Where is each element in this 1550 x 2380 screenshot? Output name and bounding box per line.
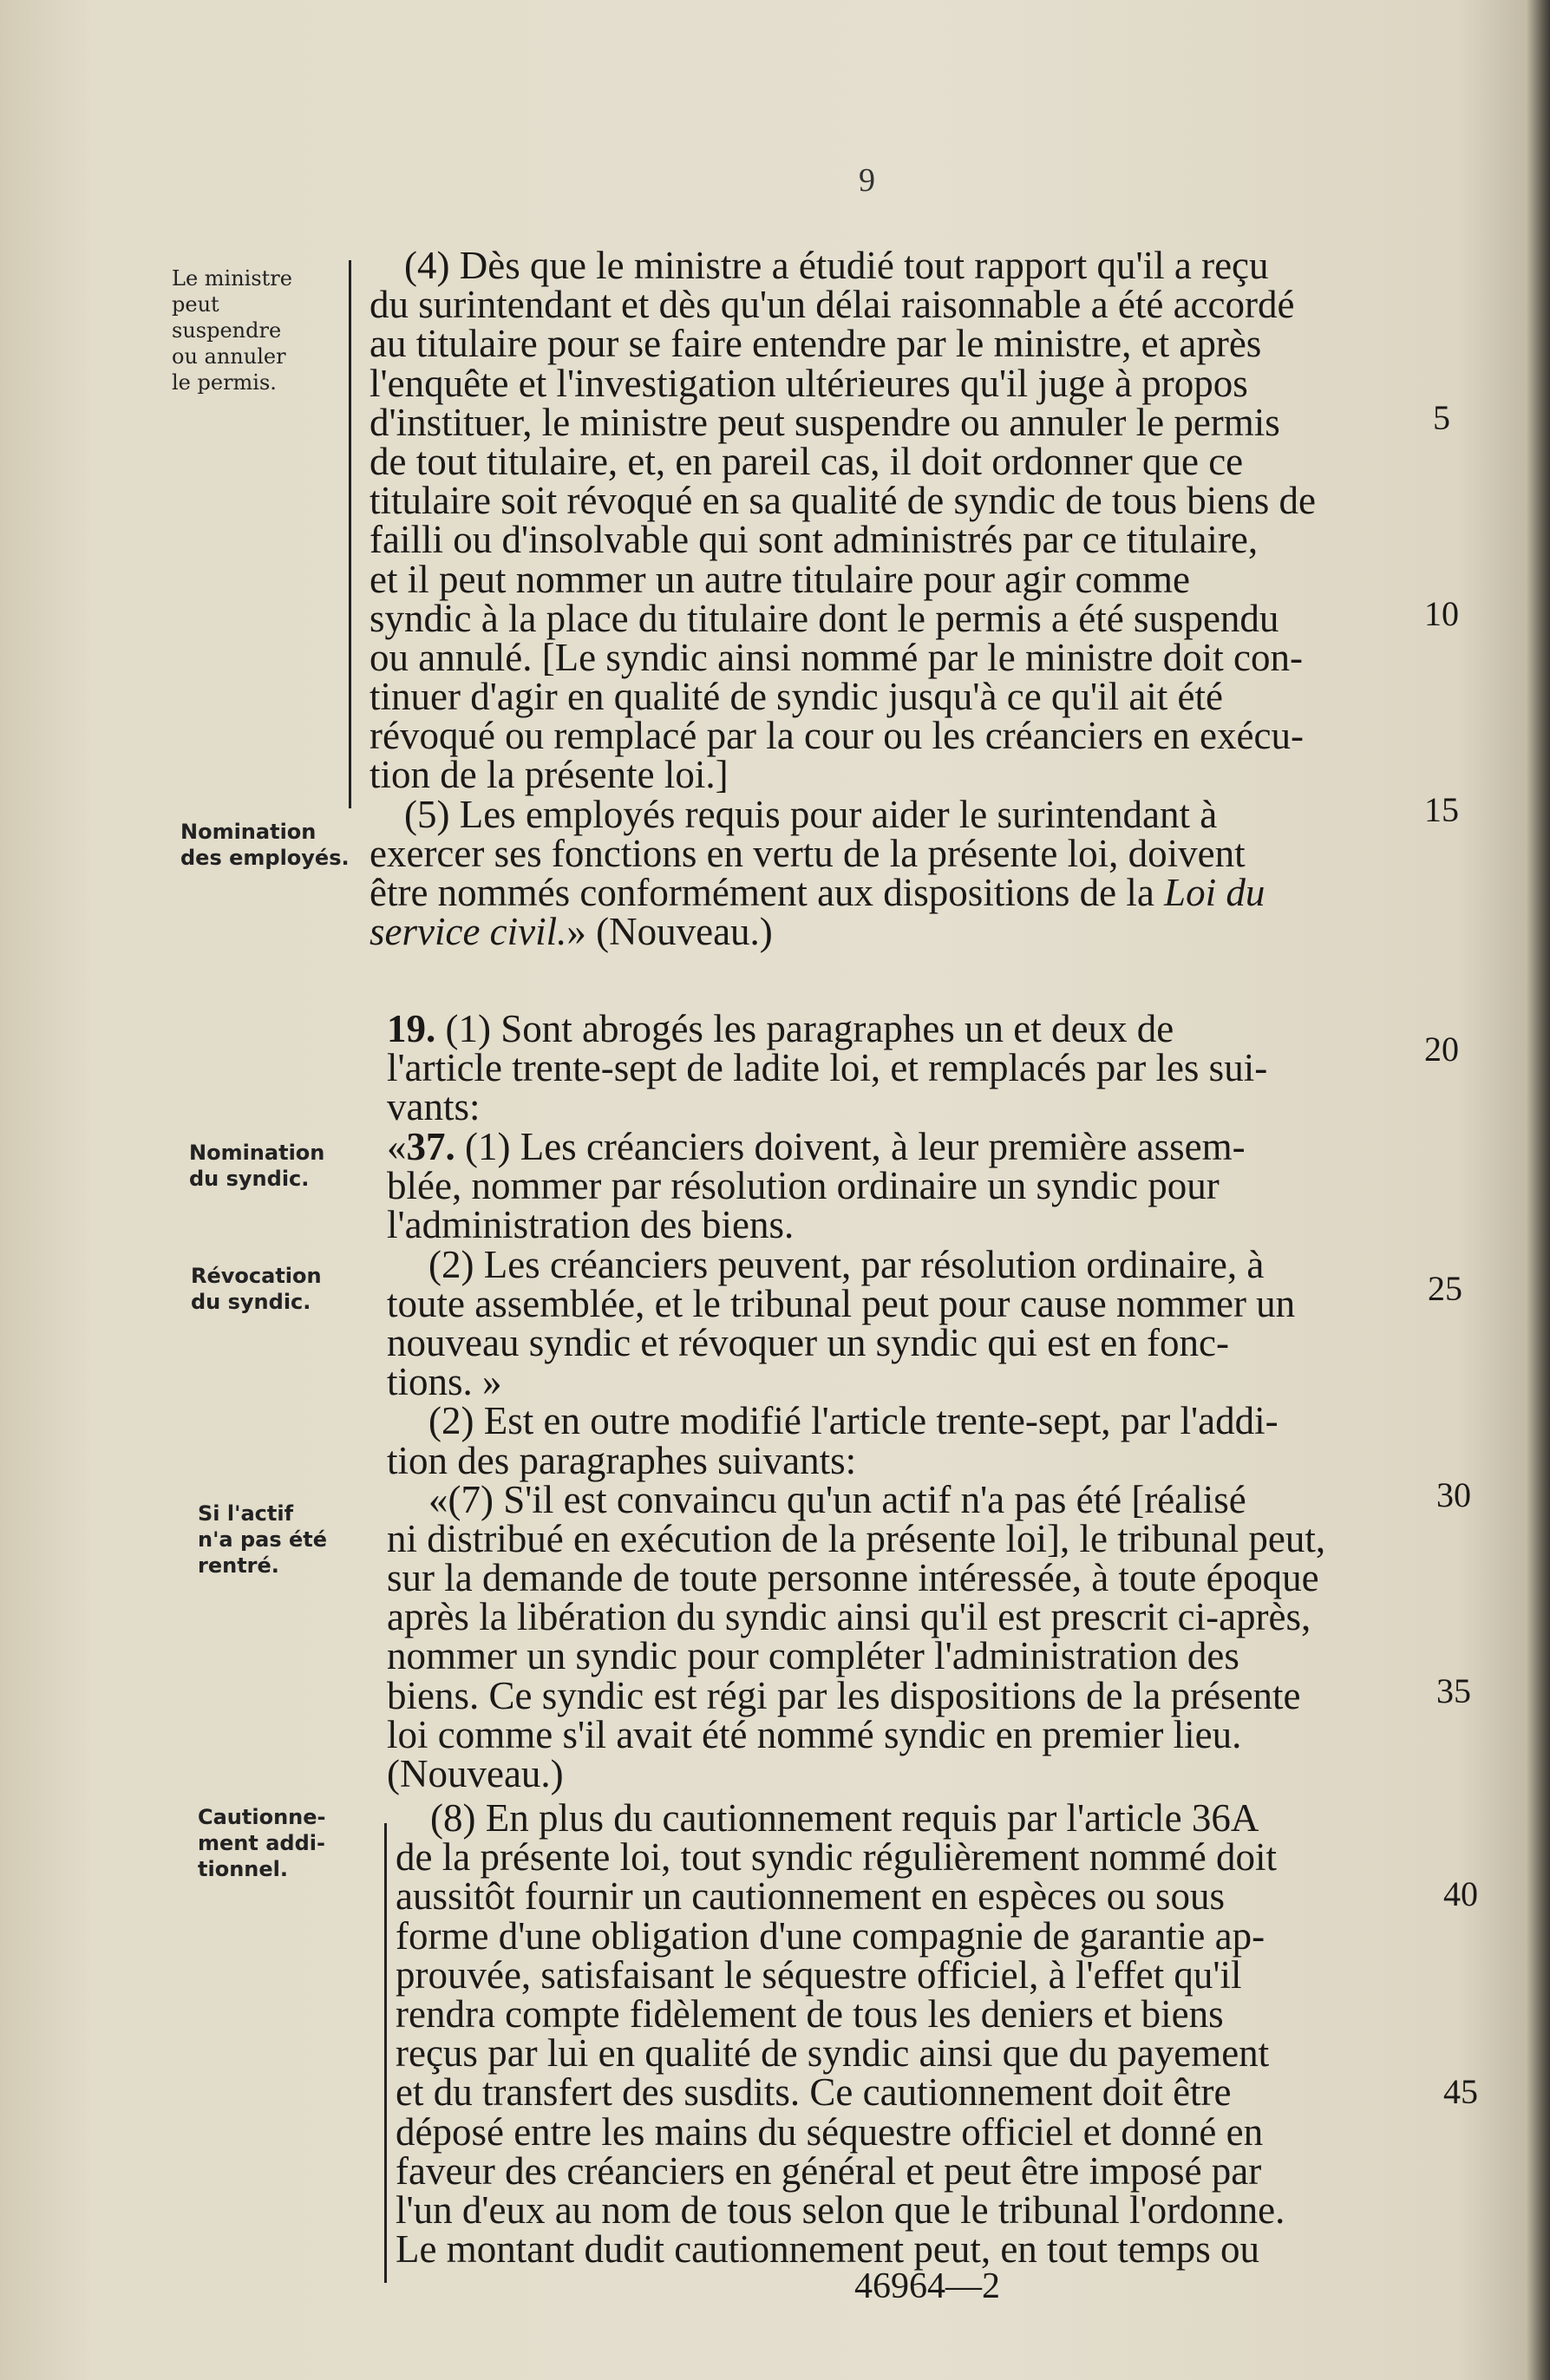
text-line: l'enquête et l'investigation ultérieures qu'il juge à propos [370,361,1248,405]
text-line: d'instituer, le ministre peut suspendre ou annuler le permis [370,400,1280,444]
line-number: 20 [1424,1030,1459,1069]
margin-note-line: ou annuler [172,344,286,369]
text-line [387,1007,1267,1050]
line-number: 15 [1424,790,1459,829]
text-run: être nommés conformément aux dispositions de la [370,871,1154,914]
quote-mark: « [387,1125,407,1168]
text-line: tion des paragraphes suivants: [387,1438,857,1482]
text-line [370,873,1316,912]
text-line: ni distribué en exécution de la présente loi], le tribunal peut, [387,1516,1326,1560]
text-line: l'administration des biens. [387,1203,795,1247]
margin-note-line: du syndic. [189,1167,310,1191]
text-run: (1) Sont abrogés les paragraphes un et deux de [435,1007,1174,1050]
page-number: 9 [859,162,875,199]
text-line: l'article trente-sept de ladite loi, et remplacés par les sui- [387,1046,1268,1090]
page-binding-edge [1526,0,1550,2380]
text-line: du surintendant et dès qu'un délai raisonnable a été accordé [370,283,1295,327]
footer-code: 46964—2 [854,2266,1000,2306]
margin-note-cautionnement [198,1804,326,1882]
text-line: prouvée, satisfaisant le séquestre officiel, à l'effet qu'il [396,1952,1242,1997]
text-line: au titulaire pour se faire entendre par le ministre, et après [370,322,1262,366]
line-number: 25 [1428,1269,1462,1308]
text-line: déposé entre les mains du séquestre officiel et donné en [396,2109,1264,2154]
margin-note-actif [198,1501,327,1579]
text-line: Le montant dudit cautionnement peut, en tout temps ou [396,2227,1260,2272]
margin-note-line: du syndic. [191,1290,311,1314]
amendment-rule-1 [349,260,351,808]
text-line: aussitôt fournir un cautionnement en espèces ou sous [396,1874,1226,1919]
text-line: après la libération du syndic ainsi qu'il est prescrit ci-après, [387,1595,1311,1639]
text-line: tion de la présente loi.] [370,753,729,797]
text-line: vants: [387,1085,481,1129]
text-block-paragraph-8 [396,1796,1285,2272]
line-number: 5 [1433,398,1450,437]
margin-note-permis [172,265,292,396]
text-line: (5) Les employés requis pour aider le surintendant à [404,792,1218,836]
text-run: » (Nouveau.) [566,910,773,954]
text-line: nouveau syndic et révoquer un syndic qui est en fonc- [387,1320,1229,1364]
margin-note-line: tionnel. [198,1857,288,1881]
text-line: (8) En plus du cautionnement requis par l'article 36A [430,1796,1259,1840]
text-line: et il peut nommer un autre titulaire pour agir comme [370,557,1190,601]
margin-note-line: ment addi- [198,1831,325,1855]
line-number: 10 [1424,594,1459,633]
margin-note-line: suspendre [172,318,282,343]
text-block-section-19 [387,1007,1268,1129]
text-line: rendra compte fidèlement de tous les deniers et biens [396,1991,1224,2036]
text-line: (2) Est en outre modifié l'article trente-sept, par l'addi- [428,1399,1279,1443]
margin-note-line: Révocation [191,1264,322,1288]
text-line: ou annulé. [Le syndic ainsi nommé par le ministre doit con- [370,635,1303,679]
text-block-paragraphs-4-5 [370,244,1316,954]
margin-note-nomination-syndic [189,1140,324,1192]
text-block-section-37 [387,1125,1326,1795]
margin-note-line: Le ministre [172,266,292,291]
text-line: loi comme s'il avait été nommé syndic en premier lieu. [387,1712,1242,1756]
text-line: biens. Ce syndic est régi par les dispositions de la présente [387,1673,1301,1717]
amendment-rule-2 [384,1823,387,2283]
text-line: de la présente loi, tout syndic régulièrement nommé doit [396,1835,1277,1880]
text-line: failli ou d'insolvable qui sont administrés par ce titulaire, [370,518,1259,562]
text-line: (4) Dès que le ministre a étudié tout rapport qu'il a reçu [404,244,1269,287]
margin-note-line: n'a pas été [198,1527,328,1552]
text-line: exercer ses fonctions en vertu de la présente loi, doivent [370,831,1246,875]
text-line: titulaire soit révoqué en sa qualité de syndic de tous biens de [370,479,1316,523]
text-line [387,1125,1325,1168]
text-line: révoqué ou remplacé par la cour ou les créanciers en exécu- [370,714,1304,758]
text-line: et du transfert des susdits. Ce cautionnement doit être [396,2070,1232,2115]
margin-note-line: des employés. [180,846,350,870]
line-number: 30 [1436,1475,1471,1514]
text-line: forme d'une obligation d'une compagnie de garantie ap- [396,1913,1266,1958]
margin-note-line: Si l'actif [198,1501,294,1526]
margin-note-line: rentré. [198,1553,279,1578]
text-line: toute assemblée, et le tribunal peut pour cause nommer un [387,1281,1296,1325]
margin-note-line: Nomination [189,1141,325,1165]
margin-note-line: peut [172,292,219,317]
text-run: (1) Les créanciers doivent, à leur première assem- [455,1125,1246,1168]
margin-note-line: le permis. [172,370,277,395]
section-number: 37. [406,1125,455,1168]
text-line: tions. » [387,1360,502,1404]
text-line: tinuer d'agir en qualité de syndic jusqu'à ce qu'il ait été [370,675,1224,719]
text-line: (2) Les créanciers peuvent, par résolution ordinaire, à [428,1242,1265,1286]
margin-note-employes [180,819,350,871]
margin-note-line: Cautionne- [198,1805,326,1829]
line-number: 40 [1443,1874,1478,1913]
text-line: syndic à la place du titulaire dont le permis a été suspendu [370,596,1279,640]
text-line: blée, nommer par résolution ordinaire un syndic pour [387,1164,1220,1208]
law-title-italic: Loi du [1164,871,1266,914]
line-number: 35 [1436,1671,1471,1710]
text-line: sur la demande de toute personne intéressée, à toute époque [387,1556,1319,1600]
section-number: 19. [387,1007,436,1050]
text-line: l'un d'eux au nom de tous selon que le tribunal l'ordonne. [396,2187,1285,2232]
text-line: nommer un syndic pour compléter l'administration des [387,1634,1239,1678]
margin-note-line: Nomination [180,820,317,844]
text-line: «(7) S'il est convaincu qu'un actif n'a pas été [réalisé [428,1477,1246,1521]
line-number: 45 [1443,2072,1478,2111]
text-line: de tout titulaire, et, en pareil cas, il doit ordonner que ce [370,439,1244,483]
margin-note-revocation-syndic [191,1263,322,1315]
text-line: (Nouveau.) [387,1752,564,1795]
text-line [370,910,1316,954]
text-line: reçus par lui en qualité de syndic ainsi que du payement [396,2031,1270,2076]
text-line: faveur des créanciers en général et peut être imposé par [396,2148,1262,2193]
law-title-italic: service civil. [370,910,567,954]
